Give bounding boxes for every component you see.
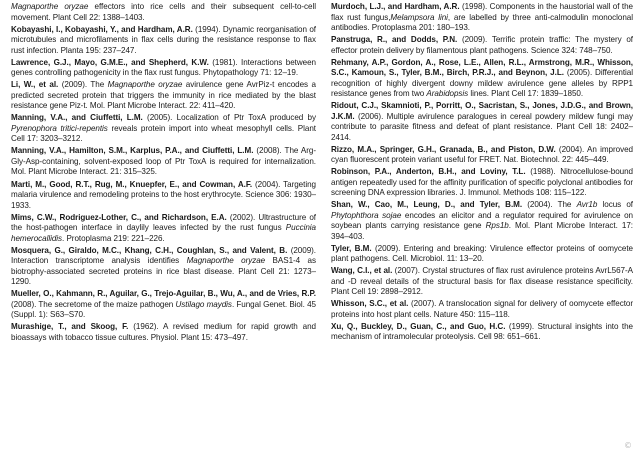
reference-entry: Rehmany, A.P., Gordon, A., Rose, L.E., Allen, R.L., Armstrong, M.R., Whisson, S.C., Kamoun, S., Tyler, B.M., Birch, P.R.J., and Beynon, J.L. (2005). Differential recognition of highly divergent downy mildew avirulence gene alleles by RPP1 resistance genes from two Arabidopsis lines. Plant Cell 17: 1839–1850. [331,57,633,98]
reference-entry: Ridout, C.J., Skamnioti, P., Porritt, O., Sacristan, S., Jones, J.D.G., and Brown, J.K.M. (2006). Multiple avirulence paralogues in cereal powdery mildew fungi may contribute to parasite fitness and defeat of plant resistance. Plant Cell 18: 2402–2414. [331,101,633,142]
reference-entry: Wang, C.I., et al. (2007). Crystal structures of flax rust avirulence proteins AvrL567-A and -D reveal details of the structural basis for flax disease resistance specificity. Plant Cell 19: 2898–2912. [331,266,633,296]
reference-entry: Mosquera, G., Giraldo, M.C., Khang, C.H., Coughlan, S., and Valent, B. (2009). Interaction transcriptome analysis identifies Magnaporthe oryzae BAS1-4 as biotrophy-associated secreted proteins in rice blast disease. Plant Cell 21: 1273–1290. [11,245,316,287]
reference-entry: Manning, V.A., and Ciuffetti, L.M. (2005). Localization of Ptr ToxA produced by Pyrenophora tritici-repentis reveals protein import into wheat mesophyll cells. Plant Cell 17: 3203–3212. [11,113,316,144]
reference-entry: Murashige, T., and Skoog, F. (1962). A revised medium for rapid growth and bioassays with tobacco tissue cultures. Physiol. Plant 15: 473–497. [11,322,316,342]
left-column [11,2,316,345]
reference-entry: Tyler, B.M. (2009). Entering and breaking: Virulence effector proteins of oomycete plant pathogens. Cell. Microbiol. 11: 13–20. [331,243,633,263]
reference-entry: Lawrence, G.J., Mayo, G.M.E., and Shepherd, K.W. (1981). Interactions between genes controlling pathogenicity in the flax rust fungus. Phytopathology 71: 12–19. [11,57,317,78]
reference-entry: Rizzo, M.A., Springer, G.H., Granada, B., and Piston, D.W. (2004). An improved cyan fluorescent protein variant useful for FRET. Nat. Biotechnol. 22: 445–449. [331,144,633,164]
watermark: © [624,441,632,450]
reference-entry: Robinson, P.A., Anderton, B.H., and Loviny, T.L. (1988). Nitrocellulose-bound antigen repeatedly used for the affinity purification of specific polyclonal antibodies for screening DNA expression libraries. J. Immunol. Methods 108: 115–122. [331,167,633,197]
reference-entry: Mims, C.W., Rodriguez-Lother, C., and Richardson, E.A. (2002). Ultrastructure of the host-pathogen interface in daylily leaves infected by the rust fungus Puccinia hemerocallidis. Protoplasma 219: 221–226. [11,212,316,243]
reference-entry: Marti, M., Good, R.T., Rug, M., Knuepfer, E., and Cowman, A.F. (2004). Targeting malaria virulence and remodeling proteins to the host erythrocyte. Science 306: 1930–1933. [11,179,316,210]
reference-entry: Shan, W., Cao, M., Leung, D., and Tyler, B.M. (2004). The Avr1b locus of Phytophthora sojae encodes an elicitor and a regulator required for avirulence on soybean plants carrying resistance gene Rps1b. Mol. Plant Microbe Interact. 17: 394–403. [331,200,633,241]
reference-entry: Mueller, O., Kahmann, R., Aguilar, G., Trejo-Aguilar, B., Wu, A., and de Vries, R.P. (2008). The secretome of the maize pathogen Ustilago maydis. Fungal Genet. Biol. 45 (Suppl. 1): S63–S70. [11,289,316,320]
reference-entry: Manning, V.A., Hamilton, S.M., Karplus, P.A., and Ciuffetti, L.M. (2008). The Arg-Gly-Asp-containing, solvent-exposed loop of Ptr ToxA is required for internalization. Mol. Plant Microbe Interact. 21: 315–325. [11,146,316,177]
reference-entry: Kobayashi, I., Kobayashi, Y., and Hardham, A.R. (1994). Dynamic reorganisation of microtubules and microfilaments in flax cells during the resistance response to flax rust infection. Planta 195: 237–247. [11,24,316,55]
reference-entry: Li, W., et al. (2009). The Magnaporthe oryzae avirulence gene AvrPiz-t encodes a predicted secreted protein that triggers the immunity in rice mediated by the blast resistance gene Piz-t. Mol. Plant Microbe Interact. 22: 411–420. [11,80,316,111]
reference-entry: Murdoch, L.J., and Hardham, A.R. (1998). Components in the haustorial wall of the flax rust fungus,Melampsora lini, are labelled by three anti-calmodulin monoclonal antibodies. Protoplasma 201: 180–193. [331,2,633,32]
reference-entry: Xu, Q., Buckley, D., Guan, C., and Guo, H.C. (1999). Structural insights into the mechanism of intramolecular proteolysis. Cell 98: 651–661. [331,321,633,341]
reference-entry: Whisson, S.C., et al. (2007). A translocation signal for delivery of oomycete effector proteins into host plant cells. Nature 450: 115–118. [331,299,633,319]
reference-entry: Panstruga, R., and Dodds, P.N. (2009). Terrific protein traffic: The mystery of effector protein delivery by filamentous plant pathogens. Science 324: 748–750. [331,35,633,55]
reference-entry: Magnaporthe oryzae effectors into rice cells and their subsequent cell-to-cell movement. Plant Cell 22: 1388–1403. [11,2,316,22]
right-column [331,2,633,344]
